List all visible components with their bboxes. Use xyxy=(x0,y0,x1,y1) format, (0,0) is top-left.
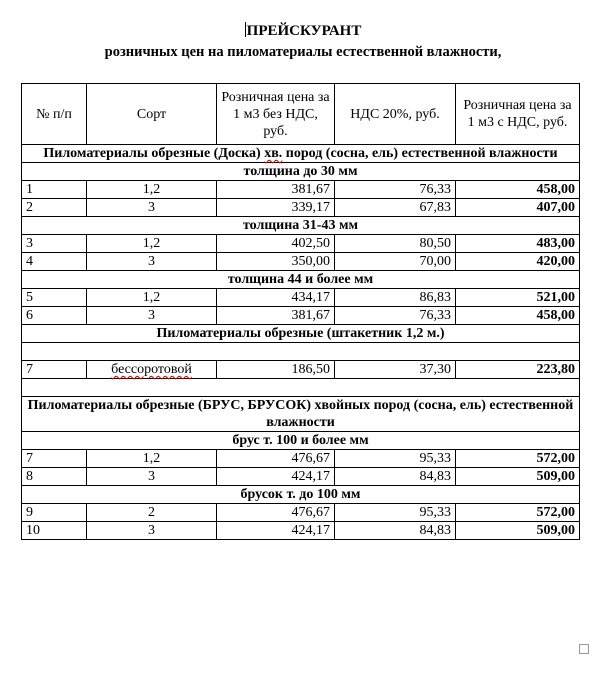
row-price-with-vat: 509,00 xyxy=(456,468,580,486)
subsection-thickness-44: толщина 44 и более мм xyxy=(22,271,580,289)
table-row xyxy=(22,253,580,271)
row-vat: 80,50 xyxy=(335,235,456,253)
text-cursor xyxy=(245,22,246,37)
subsection-thickness-30: толщина до 30 мм xyxy=(22,163,580,181)
row-number: 6 xyxy=(22,307,87,325)
row-grade: 3 xyxy=(87,199,217,217)
section-picket: Пиломатериалы обрезные (штакетник 1,2 м.) xyxy=(22,325,580,343)
row-price-no-vat: 424,17 xyxy=(217,522,335,540)
section-boards: Пиломатериалы обрезные (Доска) хв. пород (сосна, ель) естественной влажности xyxy=(22,145,580,163)
row-vat: 37,30 xyxy=(335,361,456,379)
table-row xyxy=(22,199,580,217)
row-price-with-vat: 407,00 xyxy=(456,199,580,217)
row-price-no-vat: 402,50 xyxy=(217,235,335,253)
document-title-text: ПРЕЙСКУРАНТ xyxy=(246,23,362,39)
row-price-with-vat: 223,80 xyxy=(456,361,580,379)
row-vat: 67,83 xyxy=(335,199,456,217)
section-row xyxy=(22,145,580,163)
col-header-number: № п/п xyxy=(22,84,87,145)
row-number: 9 xyxy=(22,504,87,522)
section-row xyxy=(22,325,580,343)
row-grade: 1,2 xyxy=(87,450,217,468)
table-row xyxy=(22,235,580,253)
document-subtitle: розничных цен на пиломатериалы естественной влажности, xyxy=(104,44,502,60)
row-price-no-vat: 434,17 xyxy=(217,289,335,307)
table-row xyxy=(22,181,580,199)
col-header-price-with-vat: Розничная цена за 1 м3 с НДС, руб. xyxy=(456,84,580,145)
row-number: 8 xyxy=(22,468,87,486)
row-number: 4 xyxy=(22,253,87,271)
subsection-row xyxy=(22,432,580,450)
spacer-row xyxy=(22,343,580,361)
document-title xyxy=(0,22,606,40)
row-price-no-vat: 476,67 xyxy=(217,504,335,522)
row-price-no-vat: 381,67 xyxy=(217,181,335,199)
table-row xyxy=(22,361,580,379)
col-header-price-no-vat: Розничная цена за 1 м3 без НДС, руб. xyxy=(217,84,335,145)
table-row xyxy=(22,450,580,468)
spacer-cell xyxy=(22,379,580,397)
row-grade: 3 xyxy=(87,522,217,540)
row-grade xyxy=(87,361,217,379)
table-row xyxy=(22,307,580,325)
row-vat: 86,83 xyxy=(335,289,456,307)
row-vat: 76,33 xyxy=(335,307,456,325)
section-row xyxy=(22,397,580,432)
row-price-with-vat: 521,00 xyxy=(456,289,580,307)
row-price-with-vat: 483,00 xyxy=(456,235,580,253)
spellcheck-mark: бессоротовой xyxy=(111,362,192,377)
row-grade: 1,2 xyxy=(87,181,217,199)
col-header-grade: Сорт xyxy=(87,84,217,145)
price-table xyxy=(21,83,580,540)
subsection-beam-100: брус т. 100 и более мм xyxy=(22,432,580,450)
row-number: 5 xyxy=(22,289,87,307)
row-grade: 1,2 xyxy=(87,235,217,253)
subsection-row xyxy=(22,271,580,289)
subsection-bar-100: брусок т. до 100 мм xyxy=(22,486,580,504)
row-vat: 95,33 xyxy=(335,504,456,522)
row-price-with-vat: 509,00 xyxy=(456,522,580,540)
table-row xyxy=(22,468,580,486)
row-vat: 70,00 xyxy=(335,253,456,271)
row-price-no-vat: 381,67 xyxy=(217,307,335,325)
table-row xyxy=(22,289,580,307)
subsection-row xyxy=(22,163,580,181)
row-grade: 3 xyxy=(87,307,217,325)
row-price-no-vat: 424,17 xyxy=(217,468,335,486)
table-row xyxy=(22,522,580,540)
row-vat: 95,33 xyxy=(335,450,456,468)
table-row xyxy=(22,504,580,522)
spacer-cell xyxy=(22,343,580,361)
row-vat: 84,83 xyxy=(335,522,456,540)
row-price-with-vat: 458,00 xyxy=(456,307,580,325)
row-price-with-vat: 420,00 xyxy=(456,253,580,271)
row-price-with-vat: 572,00 xyxy=(456,450,580,468)
row-price-no-vat: 350,00 xyxy=(217,253,335,271)
row-number: 7 xyxy=(22,361,87,379)
subsection-row xyxy=(22,217,580,235)
row-number: 1 xyxy=(22,181,87,199)
row-vat: 76,33 xyxy=(335,181,456,199)
subsection-thickness-31-43: толщина 31-43 мм xyxy=(22,217,580,235)
spacer-row xyxy=(22,379,580,397)
row-grade: 2 xyxy=(87,504,217,522)
row-grade: 3 xyxy=(87,253,217,271)
row-grade: 1,2 xyxy=(87,289,217,307)
col-header-vat: НДС 20%, руб. xyxy=(335,84,456,145)
row-number: 7 xyxy=(22,450,87,468)
row-price-with-vat: 458,00 xyxy=(456,181,580,199)
row-price-with-vat: 572,00 xyxy=(456,504,580,522)
header-row xyxy=(22,84,580,145)
row-price-no-vat: 476,67 xyxy=(217,450,335,468)
row-number: 10 xyxy=(22,522,87,540)
paragraph-mark-icon xyxy=(579,644,589,654)
row-number: 2 xyxy=(22,199,87,217)
section-beam: Пиломатериалы обрезные (БРУС, БРУСОК) хвойных пород (сосна, ель) естественной влажности xyxy=(22,397,580,432)
row-grade: 3 xyxy=(87,468,217,486)
row-vat: 84,83 xyxy=(335,468,456,486)
row-price-no-vat: 186,50 xyxy=(217,361,335,379)
row-price-no-vat: 339,17 xyxy=(217,199,335,217)
spellcheck-mark: хв. xyxy=(264,146,283,161)
row-number: 3 xyxy=(22,235,87,253)
subsection-row xyxy=(22,486,580,504)
